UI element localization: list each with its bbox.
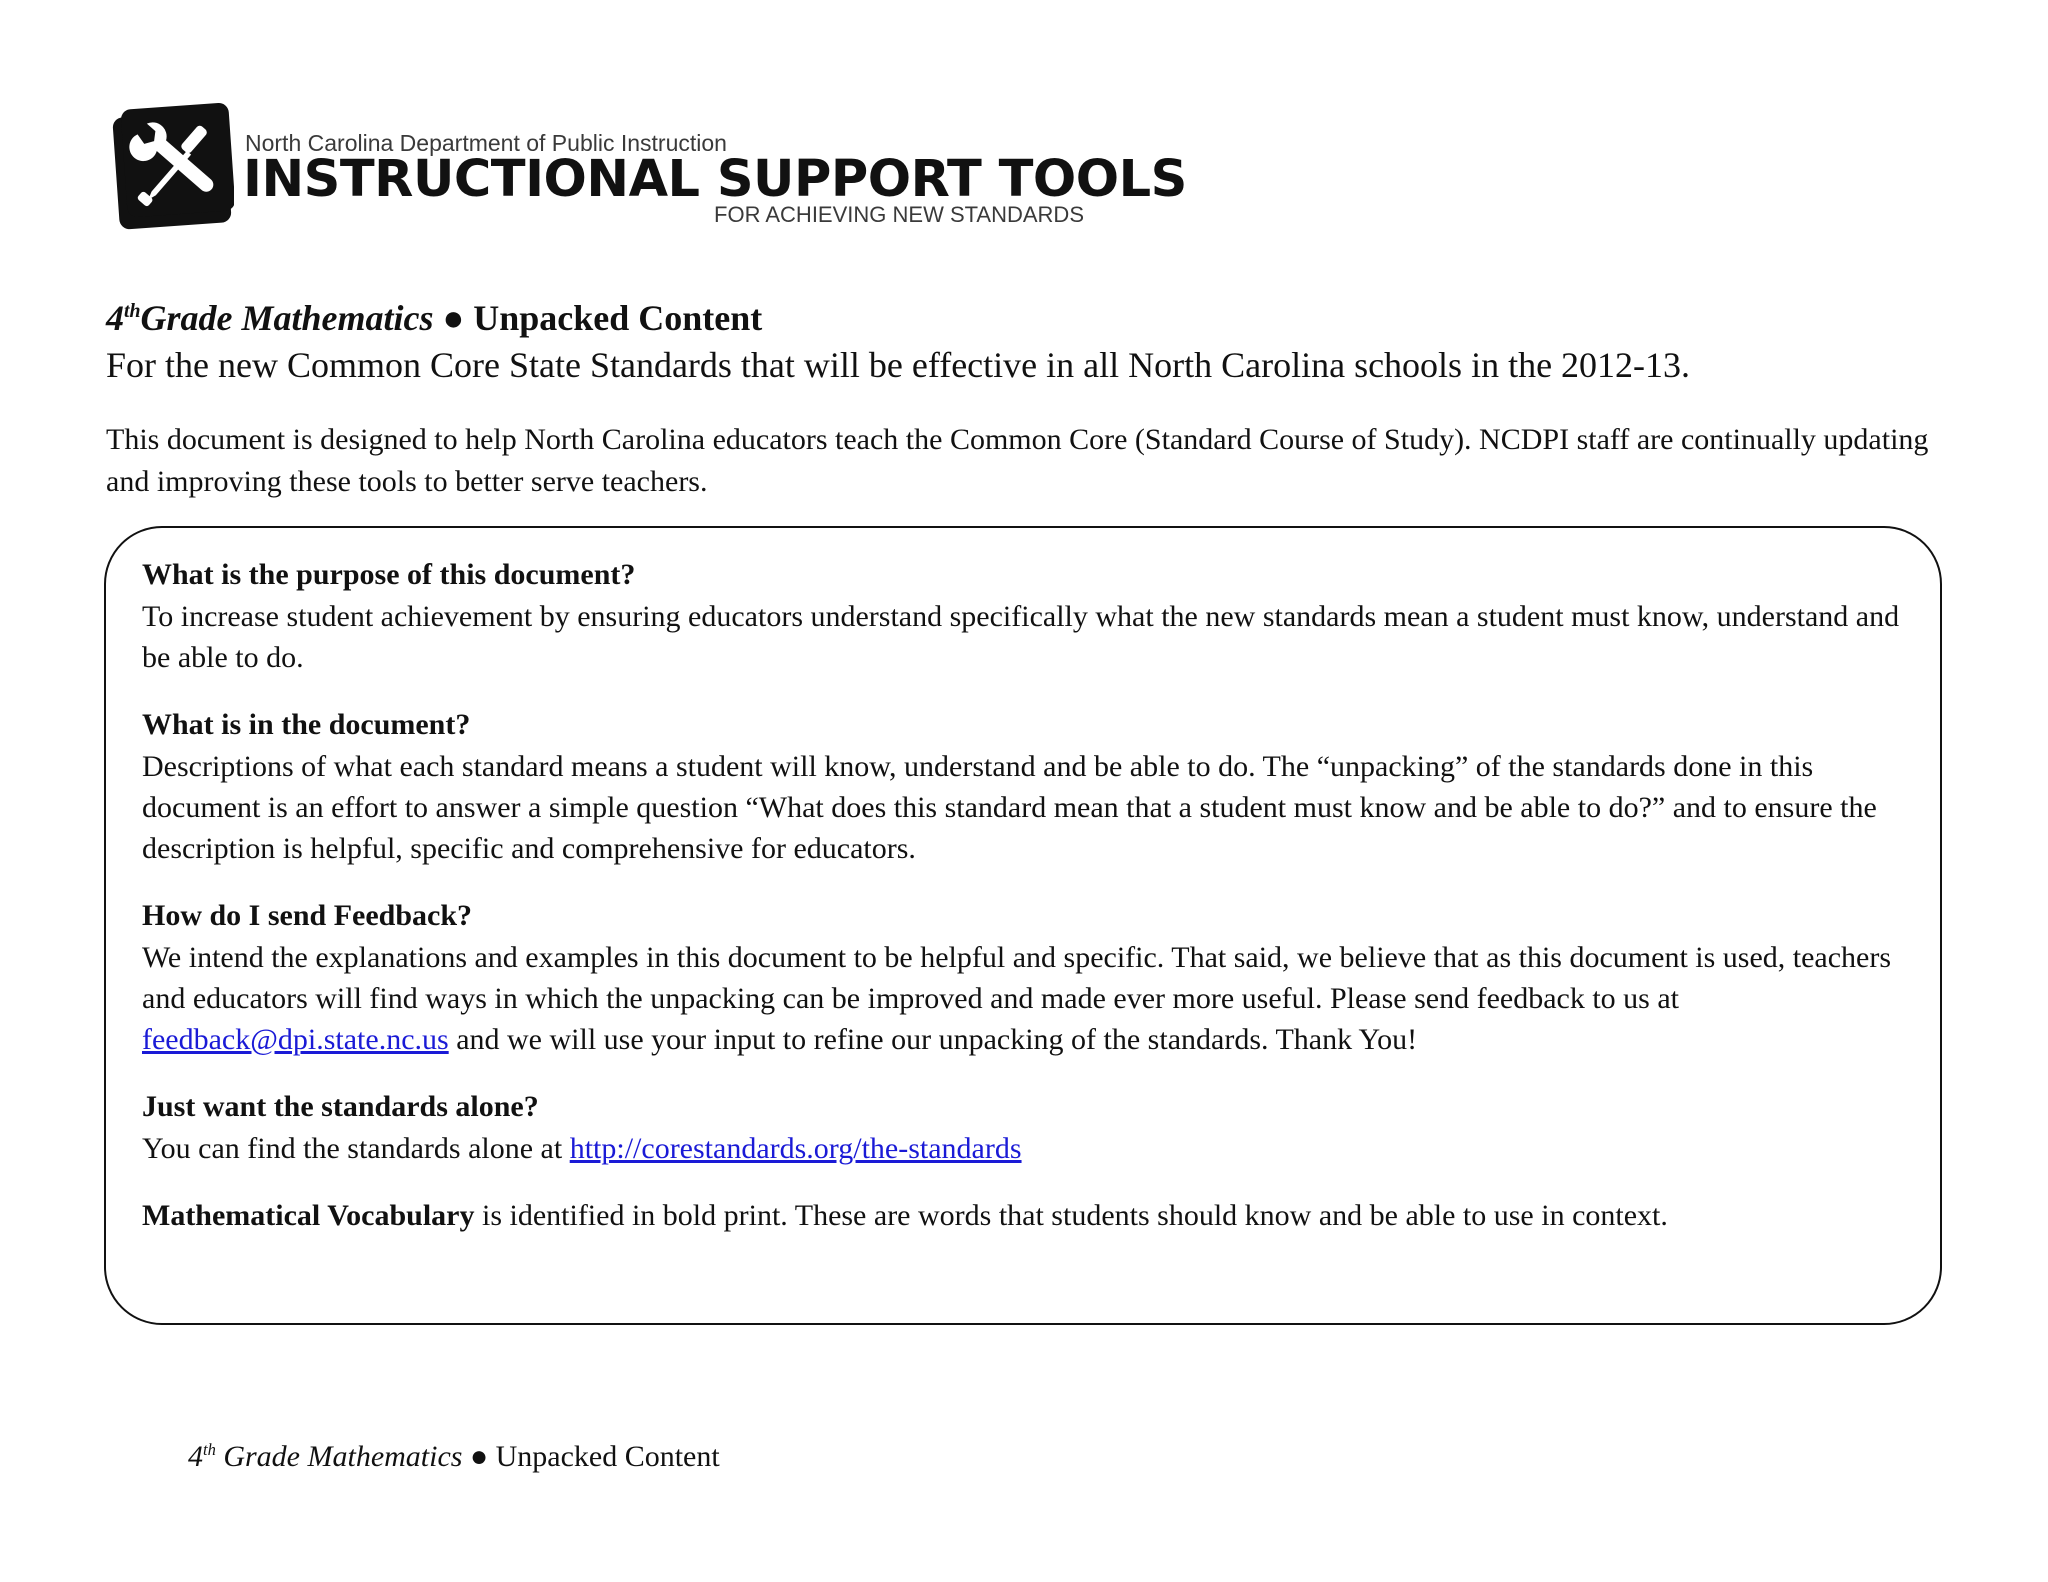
grade-number: 4 bbox=[106, 298, 124, 338]
feedback-email-link[interactable]: feedback@dpi.state.nc.us bbox=[142, 1023, 449, 1056]
feedback-question: How do I send Feedback? bbox=[142, 899, 473, 932]
document-subtitle: For the new Common Core State Standards that will be effective in all North Carolina schools in the 2012-13. bbox=[106, 345, 1691, 385]
vocabulary-bold: Mathematical Vocabulary bbox=[142, 1199, 475, 1232]
grade-subject: Grade Mathematics bbox=[140, 298, 434, 338]
info-box bbox=[104, 526, 1942, 1325]
logo-title: INSTRUCTIONAL SUPPORT TOOLS bbox=[243, 150, 1187, 209]
purpose-section bbox=[142, 554, 1906, 678]
feedback-answer bbox=[142, 937, 1906, 1060]
title-bullet: ● bbox=[442, 298, 465, 338]
footer-bullet: ● bbox=[469, 1440, 489, 1473]
standards-url-link[interactable]: http://corestandards.org/the-standards bbox=[569, 1132, 1022, 1165]
standards-section bbox=[142, 1086, 1906, 1169]
feedback-section bbox=[142, 895, 1906, 1060]
standards-answer bbox=[142, 1128, 1906, 1169]
footer-grade-number: 4 bbox=[188, 1440, 203, 1473]
footer-grade-subject: Grade Mathematics bbox=[215, 1440, 463, 1473]
purpose-question: What is the purpose of this document? bbox=[142, 558, 636, 591]
logo-subtitle: FOR ACHIEVING NEW STANDARDS bbox=[714, 202, 1084, 227]
contents-section bbox=[142, 704, 1906, 869]
document-intro: This document is designed to help North Carolina educators teach the Common Core (Standard Course of Study). NCDPI staff are continually updating and improving these tools to better serve teachers. bbox=[106, 423, 1929, 498]
purpose-answer: To increase student achievement by ensuring educators understand specifically what the new standards mean a student must know, understand and be able to do. bbox=[142, 600, 1900, 674]
logo-department: North Carolina Department of Public Instruction bbox=[245, 130, 727, 156]
vocabulary-note bbox=[142, 1195, 1906, 1236]
vocabulary-rest: is identified in bold print. These are words that students should know and be able to use in context. bbox=[474, 1199, 1668, 1232]
document-title bbox=[106, 292, 762, 344]
contents-answer: Descriptions of what each standard means a student will know, understand and be able to do. The “unpacking” of the standards done in this document is an effort to answer a simple question “What does this standard mean that a student must know and be able to do?” and to ensure the description is helpful, specific and comprehensive for educators. bbox=[142, 750, 1877, 865]
footer-grade-suffix: th bbox=[203, 1440, 216, 1459]
footer-content-label: Unpacked Content bbox=[495, 1440, 720, 1473]
grade-suffix: th bbox=[124, 300, 141, 322]
wrench-screwdriver-icon bbox=[110, 102, 234, 232]
standards-question: Just want the standards alone? bbox=[142, 1090, 539, 1123]
standards-text: You can find the standards alone at bbox=[142, 1132, 570, 1165]
content-label: Unpacked Content bbox=[473, 298, 763, 338]
contents-question: What is in the document? bbox=[142, 708, 471, 741]
page-footer bbox=[188, 1436, 720, 1478]
feedback-text-after: and we will use your input to refine our unpacking of the standards. Thank You! bbox=[448, 1023, 1418, 1056]
feedback-text-before: We intend the explanations and examples in this document to be helpful and specific. That said, we believe that as this document is used, teachers and educators will find ways in which the unpacking can be improved and made ever more useful. Please send feedback to us at bbox=[142, 941, 1892, 1015]
ncdpi-logo bbox=[108, 98, 1187, 242]
